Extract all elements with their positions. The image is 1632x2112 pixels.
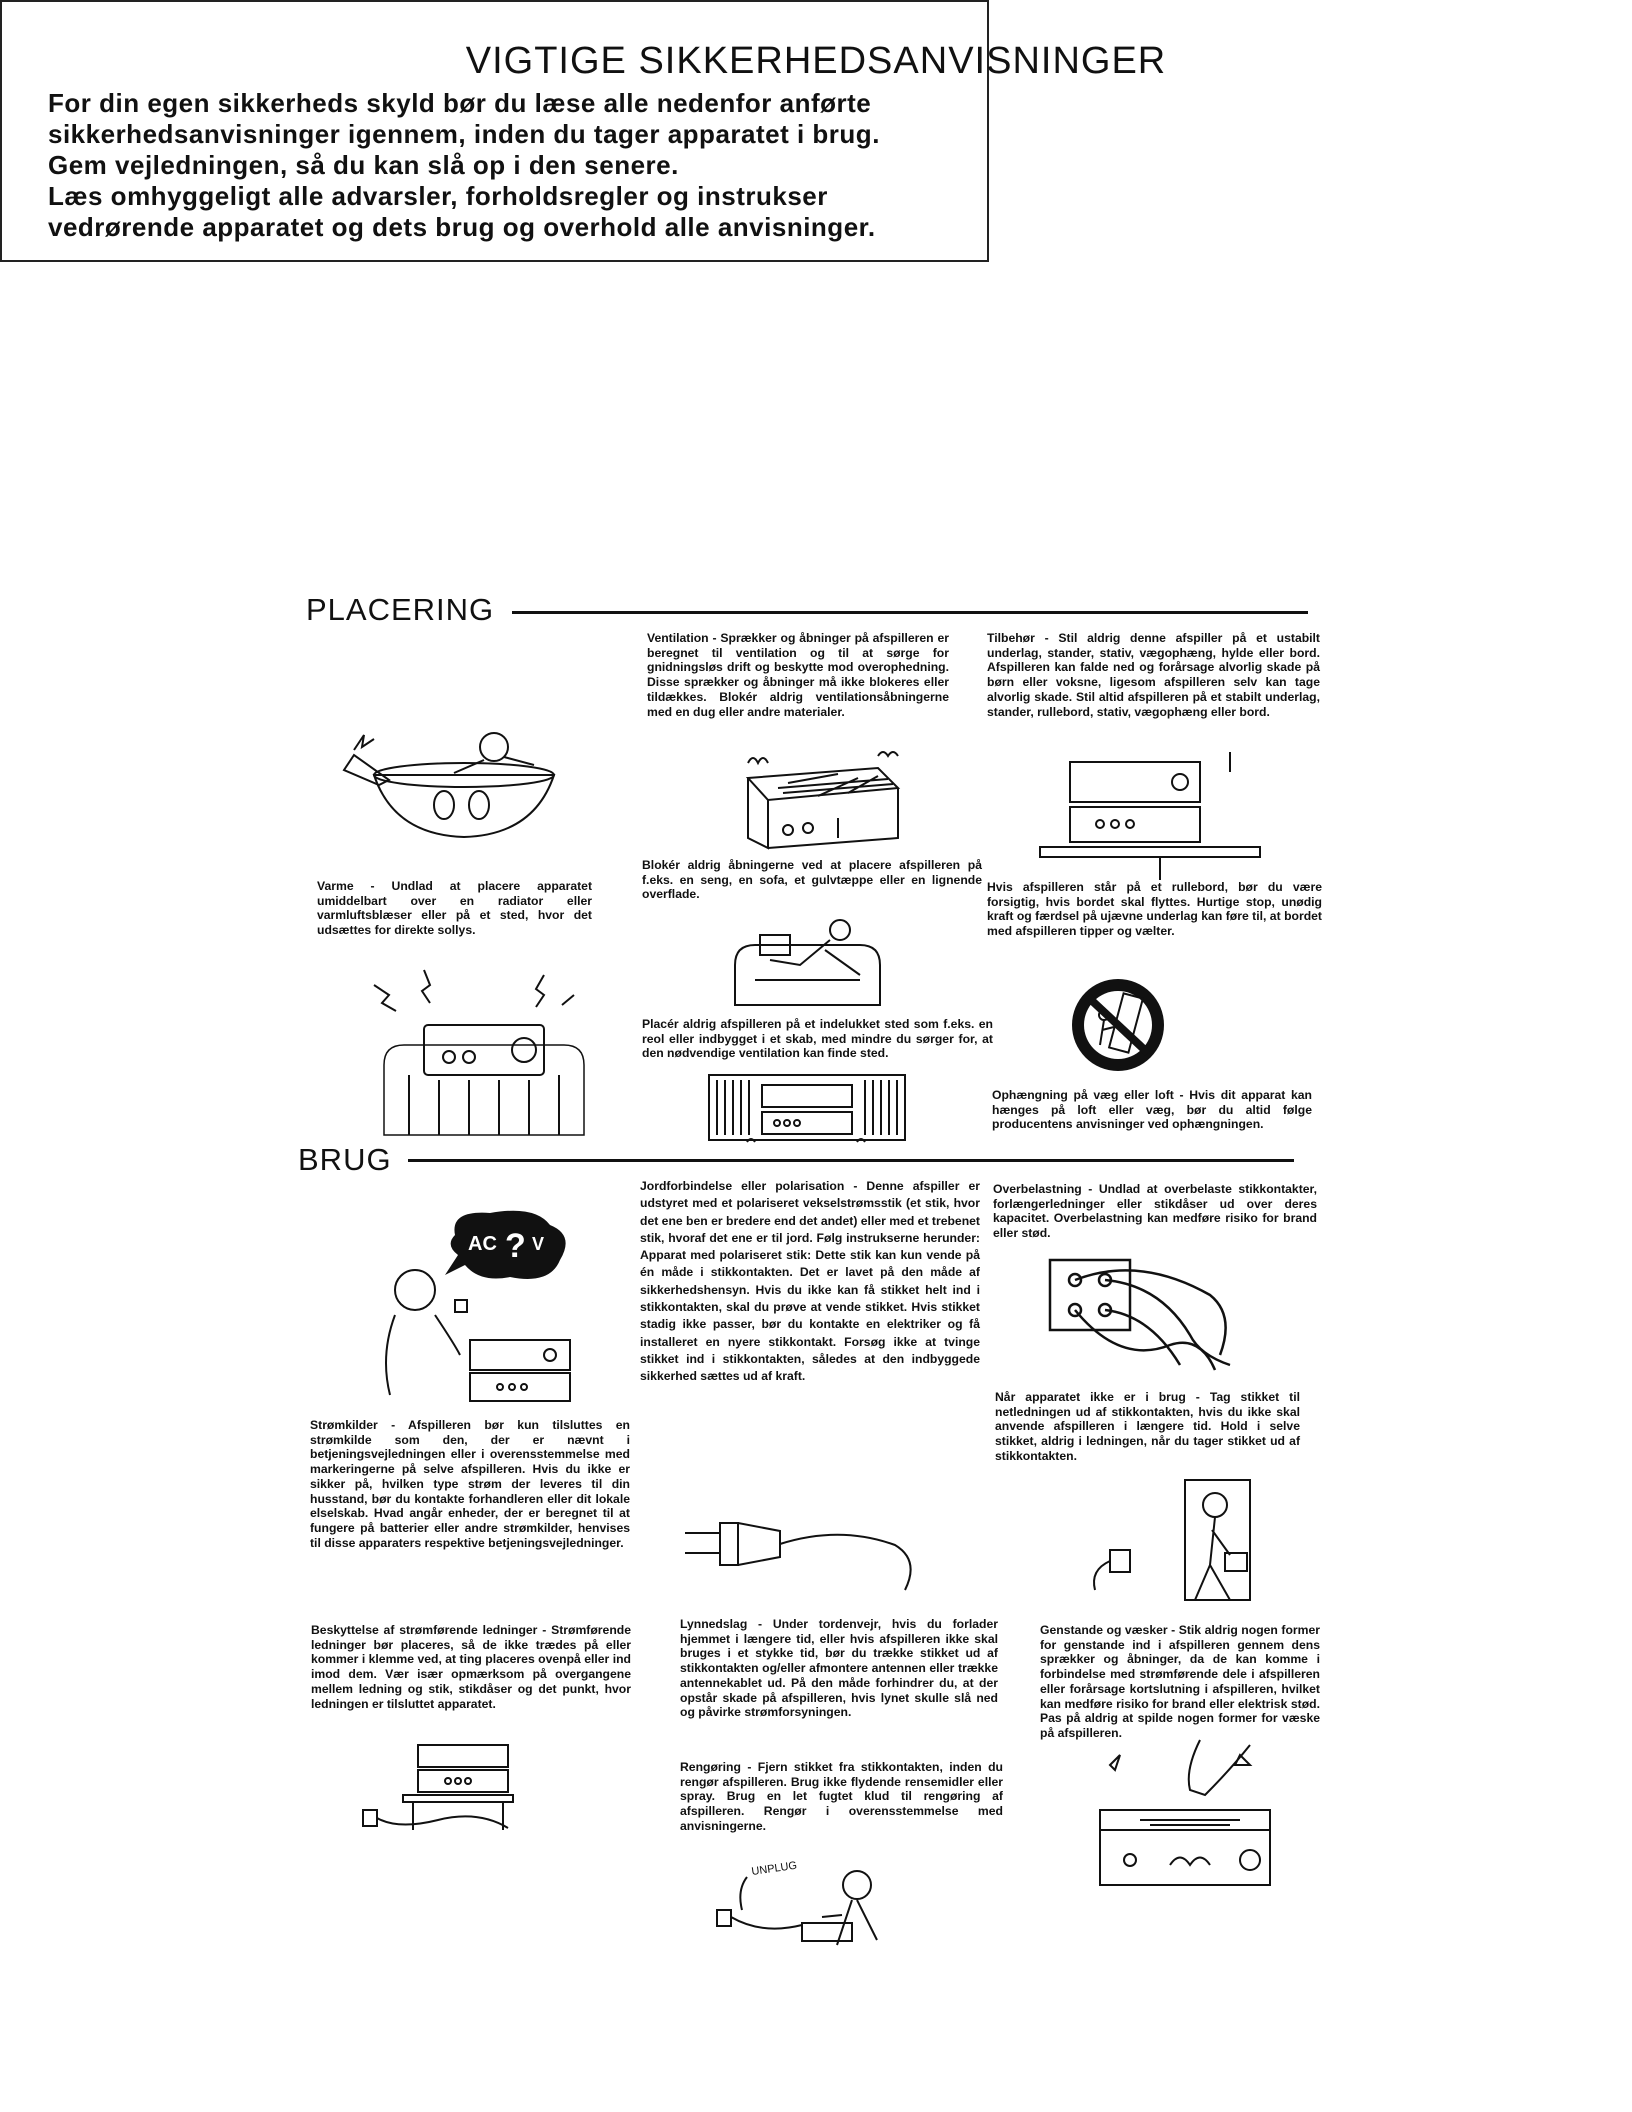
ventilated-amplifier-illustration bbox=[728, 748, 908, 853]
note-ventilation: Ventilation - Sprækker og åbninger på afspilleren er beregnet til ventilation og til at sørge for gnidningsløs drift og beskytte mod overophedning. Disse sprækker og åbninger må ikke blokeres eller tildækkes. Blokér aldrig ventilationsåbningerne med en dug eller andre materialer. bbox=[647, 631, 949, 719]
confused-person-illustration bbox=[360, 1205, 580, 1405]
note-overbelastning: Overbelastning - Undlad at overbelaste stikkontakter, forlængerledninger eller stikdåser ud over deres kapacitet. Overbelastning kan medføre risiko for brand eller stød. bbox=[993, 1182, 1317, 1241]
bathtub-illustration bbox=[334, 725, 594, 845]
note-rengoring: Rengøring - Fjern stikket fra stikkontakten, inden du rengør afspilleren. Brug ikke flydende rensemidler eller spray. Brug en let fugtet klud til rengøring af afspilleren. Rengør i overensstemmelse med anvisningerne. bbox=[680, 1760, 1003, 1833]
objects-amplifier-illustration bbox=[1090, 1740, 1280, 1890]
note-jordforbindelse: Jordforbindelse eller polarisation - Denne afspiller er udstyret med et polariseret vekselstrømsstik (et stik, hvor det ene ben er bredere end det andet) eller med et trebenet stik, hvoraf det ene er til jord. Følg instrukserne herunder: Apparat med polariseret stik: Dette stik kan kun vende på én måde i stikkontakten. Det er lavet på den måde af sikkerhedshensyn. Hvis du ikke kan få stikket helt ind i stikkontakten, skal du prøve at vende stikket. Hvis stikket stadig ikke passer, bør du kontakte en elektriker og få installeret en nyere stikkontakt. Forsøg ikke at tvinge stikket ind i stikkontakten, således at den indbyggede sikkerhed sættes ud af kraft. bbox=[640, 1179, 980, 1384]
note-indelukket: Placér aldrig afspilleren på et indelukket sted som f.eks. en reol eller indbygget i et skab, med mindre du sørger for, at den nødvendige ventilation kan finde sted. bbox=[642, 1017, 993, 1061]
speech-question: ? bbox=[505, 1227, 526, 1265]
note-lynnedslag: Lynnedslag - Under tordenvejr, hvis du forlader hjemmet i længere tid, eller hvis afspilleren ikke skal bruges i et stykke tid, bør du trække stikket ud af stikkontakten og/eller afmontere antennen eller trække antennekablet ud. På den måde forhindrer du, at der opstår skade på afspilleren, hvis lynet skulle slå ned og påvirke strømforsyningen. bbox=[680, 1617, 998, 1720]
note-blokering: Blokér aldrig åbningerne ved at placere afspilleren på f.eks. en seng, en sofa, et gulvtæppe eller en lignende overflade. bbox=[642, 858, 982, 902]
section-divider bbox=[408, 1159, 1294, 1162]
intro-text bbox=[48, 88, 948, 243]
page-title: VIGTIGE SIKKERHEDSANVISNINGER bbox=[465, 40, 1167, 82]
intro-line: Læs omhyggeligt alle advarsler, forholdsregler og instrukser bbox=[48, 181, 828, 211]
bookshelf-illustration bbox=[707, 1070, 907, 1150]
intro-line: sikkerhedsanvisninger igennem, inden du tager apparatet i brug. bbox=[48, 119, 880, 149]
note-beskyttelse: Beskyttelse af strømførende ledninger - Strømførende ledninger bør placeres, så de ikke trædes på eller kommer i klemme ved, at ting placeres ovenpå eller ind imod dem. Vær især opmærksom på overgangene mellem ledning og stik, stikdåser og det punkt, hvor ledningen er tilsluttet apparatet. bbox=[311, 1623, 631, 1711]
speech-ac: AC bbox=[468, 1233, 497, 1255]
note-ophaengning: Ophængning på væg eller loft - Hvis dit apparat kan hænges på loft eller væg, bør du altid følge producentens anvisninger ved ophængningen. bbox=[992, 1088, 1312, 1132]
safety-title-box bbox=[0, 0, 1167, 262]
note-stromkilder: Strømkilder - Afspilleren bør kun tilsluttes en strømkilde som den, der er nævnt i betjeningsvejledningen eller i overensstemmelse med markeringerne på selve afspilleren. Hvis du ikke er sikker på, hvilken type strøm der leveres til din husstand, bør du kontakte forhandleren eller dit lokale elselskab. Hvad angår enheder, der er beregnet til at fungere på batterier eller andre strømkilder, henvises til disse apparaters respektive betjeningsvejledninger. bbox=[310, 1418, 630, 1550]
heater-amplifier-illustration bbox=[364, 965, 594, 1140]
section-heading-placering: PLACERING bbox=[306, 592, 495, 627]
speech-v: V bbox=[532, 1234, 545, 1254]
intro-line: Gem vejledningen, så du kan slå op i den senere. bbox=[48, 150, 679, 180]
no-wall-mount-icon bbox=[1068, 975, 1168, 1075]
cleaning-illustration bbox=[712, 1855, 892, 1955]
intro-line: For din egen sikkerheds skyld bør du læse alle nedenfor anførte bbox=[48, 88, 872, 118]
unplug-label: UNPLUG bbox=[750, 1859, 798, 1878]
note-ikke-i-brug: Når apparatet ikke er i brug - Tag stikket til netledningen ud af stikkontakten, hvis du ikke skal anvende afspilleren i længere tid. Hold i selve stikket, aldrig i ledningen, når du tager stikket ud af stikkontakten. bbox=[995, 1390, 1300, 1463]
note-varme: Varme - Undlad at placere apparatet umiddelbart over en radiator eller varmluftsblæser eller på et sted, hvor det udsættes for direkte sollys. bbox=[317, 879, 592, 938]
plug-illustration bbox=[680, 1505, 920, 1595]
note-rullebord: Hvis afspilleren står på et rullebord, bør du være forsigtig, hvis bordet skal flyttes. Hurtige stop, unødig kraft og færdsel på ujævne underlag kan føre til, at bordet med afspilleren tipper og vælter. bbox=[987, 880, 1322, 939]
note-tilbehor: Tilbehør - Stil aldrig denne afspiller på et ustabilt underlag, stander, stativ, vægophæng, hylde eller bord. Afspilleren kan falde ned og forårsage alvorlig skade på børn eller voksne, ligesom afspilleren selv kan tage alvorlig skade. Stil altid afspilleren på et stabilt underlag, stander, rullebord, stativ, vægophæng eller bord. bbox=[987, 631, 1320, 719]
section-divider bbox=[512, 611, 1308, 614]
cart-illustration bbox=[1030, 752, 1270, 882]
overloaded-outlet-illustration bbox=[1040, 1255, 1240, 1375]
cord-table-illustration bbox=[358, 1740, 518, 1835]
sofa-illustration bbox=[730, 905, 890, 1015]
note-genstande: Genstande og væsker - Stik aldrig nogen former for genstande ind i afspilleren gennem dens sprækker og åbninger, da de kan komme i forbindelse med strømførende dele i afspilleren eller forårsage kortslutning i afspilleren, hvilket kan medføre risiko for brand eller elektrisk stød. Pas på aldrig at spilde nogen former for væske på afspilleren. bbox=[1040, 1623, 1320, 1740]
section-heading-brug: BRUG bbox=[298, 1142, 392, 1177]
intro-line: vedrørende apparatet og dets brug og overhold alle anvisninger. bbox=[48, 212, 876, 242]
person-leaving-illustration bbox=[1070, 1475, 1260, 1605]
